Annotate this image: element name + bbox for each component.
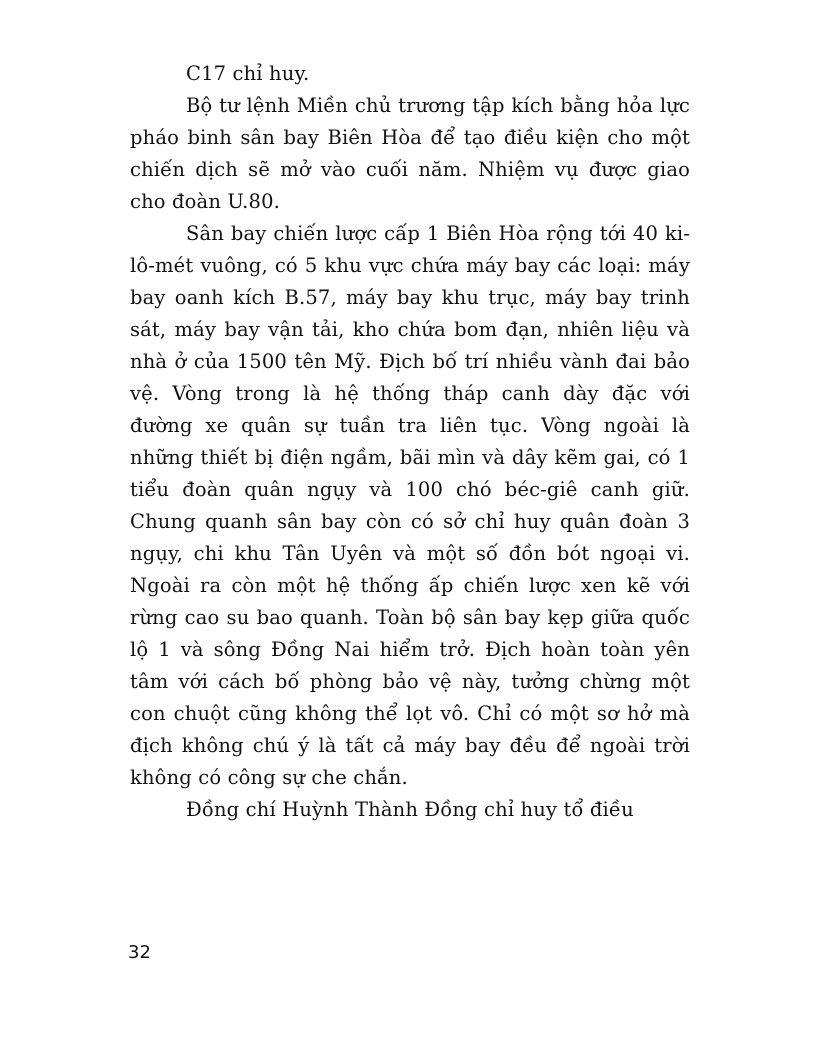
page-number: 32 — [128, 942, 151, 963]
paragraph-1: C17 chỉ huy. — [186, 62, 310, 85]
paragraph-2: Bộ tư lệnh Miền chủ trương tập kích bằng hỏa lực pháo binh sân bay Biên Hòa để tạo điều kiện cho một chiến dịch sẽ mở vào cuối năm. Nhiệm vụ được giao cho đoàn U.80. — [130, 94, 690, 213]
body-text — [130, 58, 690, 826]
paragraph-3: Sân bay chiến lược cấp 1 Biên Hòa rộng tới 40 ki-lô-mét vuông, có 5 khu vực chứa máy bay các loại: máy bay oanh kích B.57, máy bay khu trục, máy bay trinh sát, máy bay vận tải, kho chứa bom đạn, nhiên liệu và nhà ở của 1500 tên Mỹ. Địch bố trí nhiều vành đai bảo vệ. Vòng trong là hệ thống tháp canh dày đặc với đường xe quân sự tuần tra liên tục. Vòng ngoài là những thiết bị điện ngầm, bãi mìn và dây kẽm gai, có 1 tiểu đoàn quân ngụy và 100 chó béc-giê canh giữ. Chung quanh sân bay còn có sở chỉ huy quân đoàn 3 ngụy, chi khu Tân Uyên và một số đồn bót ngoại vi. Ngoài ra còn một hệ thống ấp chiến lược xen kẽ với rừng cao su bao quanh. Toàn bộ sân bay kẹp giữa quốc lộ 1 và sông Đồng Nai hiểm trở. Địch hoàn toàn yên tâm với cách bố phòng bảo vệ này, tưởng chừng một con chuột cũng không thể lọt vô. Chỉ có một sơ hở mà địch không chú ý là tất cả máy bay đều để ngoài trời không có công sự che chắn. — [130, 222, 690, 789]
paragraph-4: Đồng chí Huỳnh Thành Đồng chỉ huy tổ điều — [186, 798, 634, 821]
